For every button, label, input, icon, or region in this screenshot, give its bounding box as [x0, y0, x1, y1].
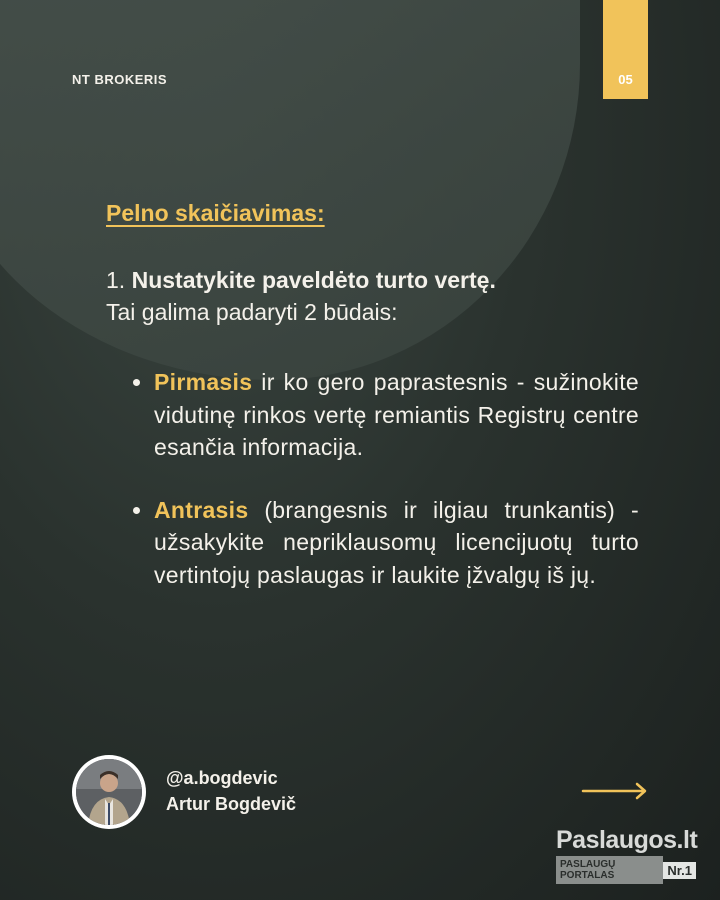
- step-description: Tai galima padaryti 2 būdais:: [106, 299, 398, 325]
- avatar-photo: [76, 759, 142, 825]
- list-item: [154, 494, 639, 592]
- author-name: Artur Bogdevič: [166, 794, 297, 814]
- watermark-badge: Nr.1: [663, 862, 696, 879]
- brand-label: NT BROKERIS: [72, 72, 168, 87]
- author-handle[interactable]: @a.bogdevic: [166, 768, 278, 788]
- method-text: (brangesnis ir ilgiau trunkantis) - užsakykite nepriklausomų licencijuotų turto vertintojų paslaugas ir laukite įžvalgų iš jų.: [154, 496, 639, 588]
- step-number: 1.: [106, 267, 126, 293]
- watermark-logo: [556, 826, 696, 884]
- method-text: ir ko gero paprastesnis - sužinokite vidutinę rinkos vertę remiantis Registrų centre esančia informacija.: [154, 369, 639, 460]
- watermark-subline: [556, 856, 696, 884]
- method-key: Antrasis: [154, 496, 249, 523]
- page-number: 05: [618, 72, 633, 87]
- methods-list: [130, 366, 639, 621]
- step-one: [106, 264, 626, 328]
- person-icon: [76, 759, 142, 825]
- method-key: Pirmasis: [154, 369, 253, 395]
- section-heading: Pelno skaičiavimas:: [106, 200, 325, 226]
- avatar[interactable]: [72, 755, 146, 829]
- list-item: [154, 366, 639, 464]
- next-arrow-icon[interactable]: [581, 781, 649, 806]
- step-title: Nustatykite paveldėto turto vertę.: [131, 267, 496, 293]
- page-number-tab: [603, 0, 648, 99]
- watermark-subtitle: PASLAUGŲ PORTALAS: [556, 856, 663, 884]
- watermark-title: Paslaugos.lt: [556, 826, 698, 854]
